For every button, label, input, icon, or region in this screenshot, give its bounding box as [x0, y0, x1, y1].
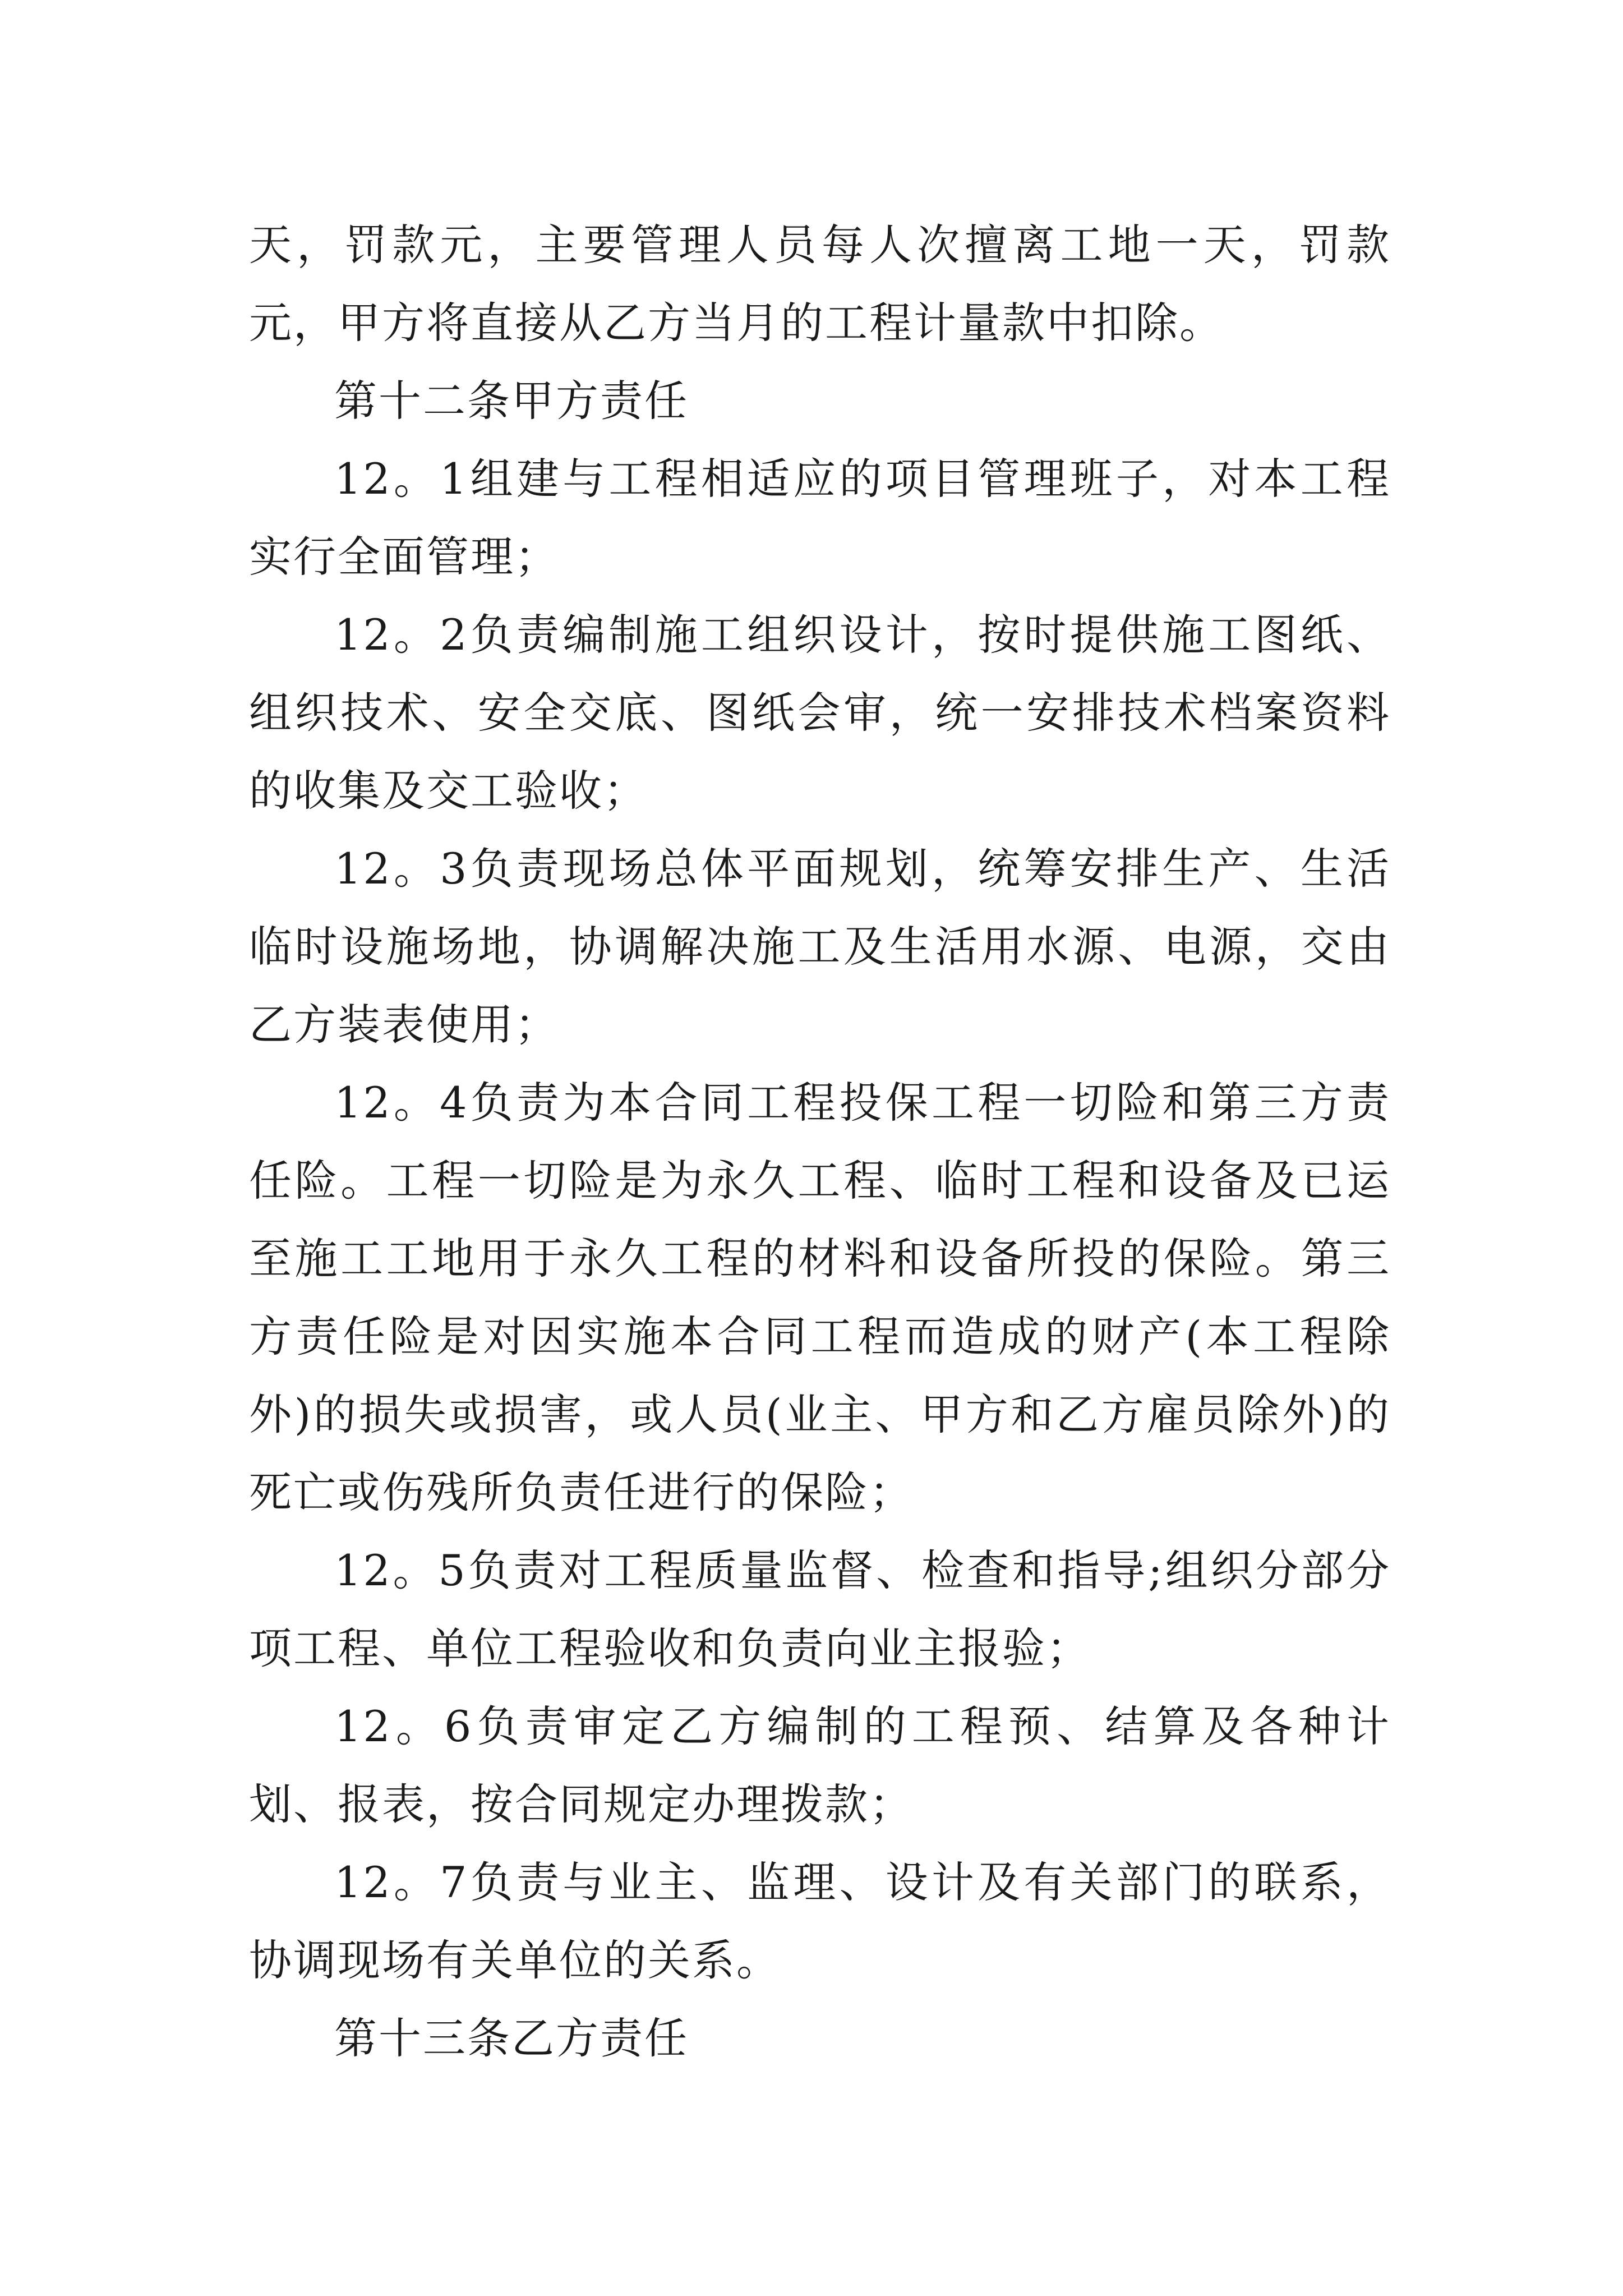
clause-12-7: 12。7负责与业主、监理、设计及有关部门的联系，协调现场有关单位的关系。 [249, 1857, 1391, 1985]
clause-12-6: 12。6负责审定乙方编制的工程预、结算及各种计划、报表，按合同规定办理拨款； [249, 1701, 1391, 1829]
clause-12-2: 12。2负责编制施工组织设计，按时提供施工图纸、组织技术、安全交底、图纸会审，统一安排技术档案资料的收集及交工验收； [249, 610, 1391, 816]
clause-12-5: 12。5负责对工程质量监督、检查和指导;组织分部分项工程、单位工程验收和负责向业主报验； [249, 1545, 1391, 1673]
clause-12-1: 12。1组建与工程相适应的项目管理班子，对本工程实行全面管理； [249, 454, 1391, 582]
paragraph-penalty-continuation: 天，罚款元，主要管理人员每人次擅离工地一天，罚款元，甲方将直接从乙方当月的工程计量款中扣除。 [249, 220, 1391, 348]
document-body [249, 206, 1391, 2077]
section-heading-article-12: 第十二条甲方责任 [334, 376, 689, 426]
clause-12-4: 12。4负责为本合同工程投保工程一切险和第三方责任险。工程一切险是为永久工程、临时工程和设备及已运至施工工地用于永久工程的材料和设备所投的保险。第三方责任险是对因实施本合同工程而造成的财产(本工程除外)的损失或损害，或人员(业主、甲方和乙方雇员除外)的死亡或伤残所负责任进行的保险； [249, 1078, 1391, 1517]
clause-12-3: 12。3负责现场总体平面规划，统筹安排生产、生活临时设施场地，协调解决施工及生活用水源、电源，交由乙方装表使用； [249, 844, 1391, 1050]
section-heading-article-13: 第十三条乙方责任 [334, 2013, 689, 2063]
